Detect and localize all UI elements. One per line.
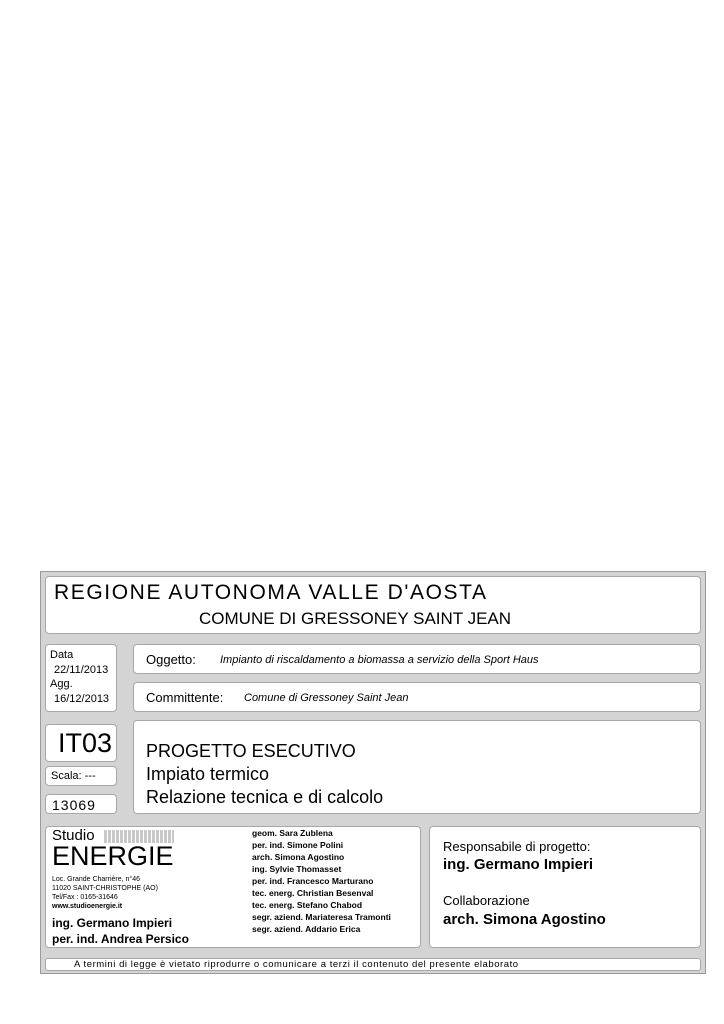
scala-box — [45, 766, 117, 786]
copyright-notice: A termini di legge è vietato riprodurre o comunicare a terzi il contenuto del presente elaborato — [74, 959, 519, 970]
studio-address-line: 11020 SAINT-CHRISTOPHE (AO) — [52, 885, 158, 892]
project-discipline: Impiato termico — [146, 764, 270, 784]
title-block — [40, 571, 706, 974]
project-phase: PROGETTO ESECUTIVO — [146, 741, 356, 761]
studio-address-line: Tel/Fax : 0165-31646 — [52, 894, 118, 901]
committente-value: Comune di Gressoney Saint Jean — [244, 692, 409, 704]
studio-address-line: Loc. Grande Charrière, n°46 — [52, 876, 141, 883]
studio-name-small: Studio — [52, 827, 95, 844]
team-member: per. ind. Francesco Marturano — [252, 876, 374, 886]
responsabile-name: ing. Germano Impieri — [443, 856, 594, 873]
team-member: per. ind. Simone Polini — [252, 840, 344, 850]
number-box — [45, 794, 117, 814]
committente-box — [133, 682, 701, 712]
project-box — [133, 720, 701, 814]
studio-website: www.studioenergie.it — [52, 903, 123, 910]
scala-value: Scala: --- — [51, 770, 96, 782]
drawing-code: IT03 — [58, 728, 113, 758]
commune-title: COMUNE DI GRESSONEY SAINT JEAN — [199, 609, 512, 628]
team-member: geom. Sara Zublena — [252, 828, 333, 838]
committente-label: Committente: — [146, 690, 224, 705]
team-member: arch. Simona Agostino — [252, 852, 345, 862]
oggetto-value: Impianto di riscaldamento a biomassa a servizio della Sport Haus — [220, 654, 539, 666]
project-document: Relazione tecnica e di calcolo — [146, 787, 384, 807]
responsabile-label: Responsabile di progetto: — [443, 839, 591, 854]
header-box — [45, 576, 701, 634]
team-member: tec. energ. Christian Besenval — [252, 888, 374, 898]
dates-box — [45, 644, 117, 712]
team-member: ing. Sylvie Thomasset — [252, 864, 342, 874]
team-member: segr. aziend. Mariateresa Tramonti — [252, 912, 391, 922]
code-box — [45, 724, 117, 762]
agg-label: Agg. — [50, 678, 73, 690]
data-label: Data — [50, 649, 74, 661]
studio-person: per. ind. Andrea Persico — [52, 932, 189, 946]
studio-box — [45, 826, 421, 948]
project-number: 13069 — [52, 797, 96, 813]
data-value: 22/11/2013 — [54, 664, 109, 676]
team-member: segr. aziend. Addario Erica — [252, 924, 361, 934]
oggetto-label: Oggetto: — [146, 652, 196, 667]
responsabile-box — [429, 826, 701, 948]
oggetto-box — [133, 644, 701, 674]
team-member: tec. energ. Stefano Chabod — [252, 900, 363, 910]
studio-name-big: ENERGIE — [52, 841, 174, 871]
collaborazione-name: arch. Simona Agostino — [443, 911, 606, 928]
studio-person: ing. Germano Impieri — [52, 916, 173, 930]
collaborazione-label: Collaborazione — [443, 893, 530, 908]
agg-value: 16/12/2013 — [54, 693, 110, 705]
footer-box — [45, 958, 701, 971]
region-title: REGIONE AUTONOMA VALLE D'AOSTA — [54, 581, 488, 604]
